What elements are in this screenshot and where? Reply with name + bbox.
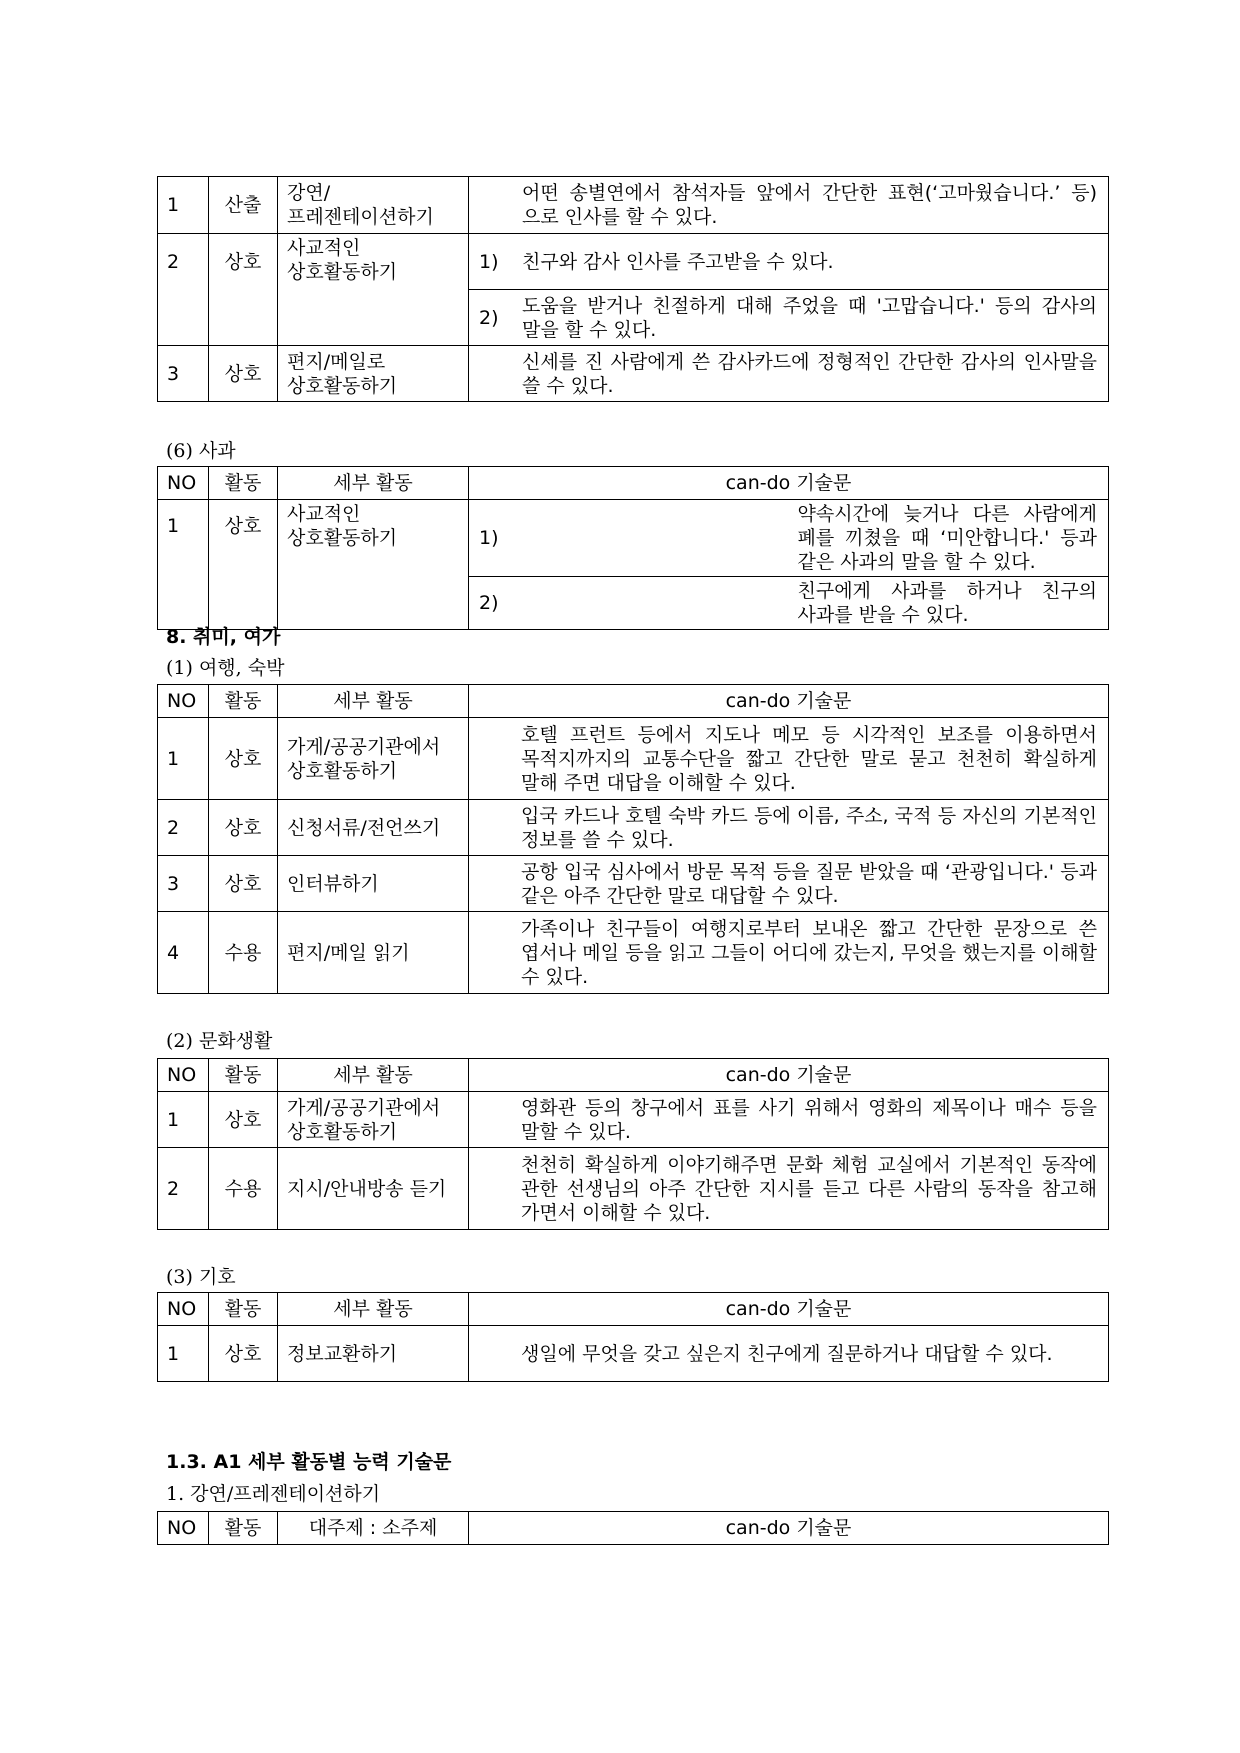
item-text: 도움을 받거나 친절하게 대해 주었을 때 '고맙습니다.' 등의 감사의 말을 할 수 있다. xyxy=(513,290,1109,346)
taste-table xyxy=(157,1292,1109,1382)
item-num xyxy=(469,346,514,402)
header-detail: 세부 활동 xyxy=(278,1293,469,1326)
row-cando: 공항 입국 심사에서 방문 목적 등을 질문 받았을 때 ‘관광입니다.' 등과 같은 아주 간단한 말로 대답할 수 있다. xyxy=(469,856,1109,912)
row-activity: 상호 xyxy=(209,718,278,800)
header-activity: 활동 xyxy=(209,1293,278,1326)
header-no: NO xyxy=(158,685,209,718)
table-header-row xyxy=(158,1293,1109,1326)
header-topic: 대주제 : 소주제 xyxy=(278,1512,469,1545)
row-detail: 인터뷰하기 xyxy=(278,856,469,912)
row-no: 1 xyxy=(158,1326,209,1382)
row-no: 1 xyxy=(158,718,209,800)
row-detail: 사교적인 상호활동하기 xyxy=(278,500,469,630)
row-detail: 지시/안내방송 듣기 xyxy=(278,1148,469,1230)
row-no: 2 xyxy=(158,800,209,856)
section-label: (2) 문화생활 xyxy=(166,1030,273,1052)
row-activity: 수용 xyxy=(209,912,278,994)
header-cando: can-do 기술문 xyxy=(469,1059,1109,1092)
header-detail: 세부 활동 xyxy=(278,467,469,500)
row-cando: 호텔 프런트 등에서 지도나 메모 등 시각적인 보조를 이용하면서 목적지까지의 교통수단을 짧고 간단한 말로 묻고 천천히 확실하게 말해 주면 대답을 이해할 수 있다. xyxy=(469,718,1109,800)
row-detail: 편지/메일 읽기 xyxy=(278,912,469,994)
item-text: 약속시간에 늦거나 다른 사람에게 폐를 끼쳤을 때 ‘미안합니다.' 등과 같은 사과의 말을 할 수 있다. xyxy=(789,500,1109,577)
section-heading: 8. 취미, 여가 xyxy=(166,626,281,648)
row-activity: 상호 xyxy=(209,800,278,856)
header-detail: 세부 활동 xyxy=(278,1059,469,1092)
item-num: 2) xyxy=(469,290,514,346)
row-no: 1 xyxy=(158,1092,209,1148)
item-text: 어떤 송별연에서 참석자들 앞에서 간단한 표현(‘고마웠습니다.’ 등)으로 인사를 할 수 있다. xyxy=(513,177,1109,234)
row-no: 4 xyxy=(158,912,209,994)
table-row xyxy=(158,1092,1109,1148)
row-detail: 편지/메일로 상호활동하기 xyxy=(278,346,469,402)
header-cando: can-do 기술문 xyxy=(469,467,1109,500)
header-activity: 활동 xyxy=(209,1059,278,1092)
item-num: 1) xyxy=(469,234,514,290)
row-cando: 생일에 무엇을 갖고 싶은지 친구에게 질문하거나 대답할 수 있다. xyxy=(469,1326,1109,1382)
row-activity: 상호 xyxy=(209,1092,278,1148)
row-cando: 가족이나 친구들이 여행지로부터 보내온 짧고 간단한 문장으로 쓴 엽서나 메일 등을 읽고 그들이 어디에 갔는지, 무엇을 했는지를 이해할 수 있다. xyxy=(469,912,1109,994)
row-detail: 정보교환하기 xyxy=(278,1326,469,1382)
apology-table xyxy=(157,466,1109,630)
header-cando: can-do 기술문 xyxy=(469,1293,1109,1326)
row-no: 1 xyxy=(158,177,209,234)
table-row xyxy=(158,912,1109,994)
row-cando: 영화관 등의 창구에서 표를 사기 위해서 영화의 제목이나 매수 등을 말할 수 있다. xyxy=(469,1092,1109,1148)
row-activity: 상호 xyxy=(209,346,278,402)
row-detail: 강연/프레젠테이션하기 xyxy=(278,177,469,234)
item-num xyxy=(469,177,514,234)
table-row xyxy=(158,800,1109,856)
table-row xyxy=(158,718,1109,800)
culture-table xyxy=(157,1058,1109,1230)
row-cando: 입국 카드나 호텔 숙박 카드 등에 이름, 주소, 국적 등 자신의 기본적인 정보를 쓸 수 있다. xyxy=(469,800,1109,856)
row-detail: 가게/공공기관에서 상호활동하기 xyxy=(278,1092,469,1148)
row-no: 2 xyxy=(158,1148,209,1230)
row-no: 1 xyxy=(158,500,209,630)
table-row xyxy=(158,1148,1109,1230)
row-no: 3 xyxy=(158,346,209,402)
header-no: NO xyxy=(158,1293,209,1326)
row-activity: 상호 xyxy=(209,856,278,912)
header-detail: 세부 활동 xyxy=(278,685,469,718)
header-no: NO xyxy=(158,1059,209,1092)
row-activity: 상호 xyxy=(209,1326,278,1382)
table-row xyxy=(158,856,1109,912)
table-header-row xyxy=(158,685,1109,718)
travel-table xyxy=(157,684,1109,994)
table-row xyxy=(158,346,1109,402)
header-activity: 활동 xyxy=(209,685,278,718)
table-header-row xyxy=(158,1059,1109,1092)
table-row xyxy=(158,234,1109,290)
header-cando: can-do 기술문 xyxy=(469,1512,1109,1545)
item-text: 신세를 진 사람에게 쓴 감사카드에 정형적인 간단한 감사의 인사말을 쓸 수 있다. xyxy=(513,346,1109,402)
item-text: 친구에게 사과를 하거나 친구의 사과를 받을 수 있다. xyxy=(789,577,1109,630)
table-row xyxy=(158,177,1109,234)
row-no: 3 xyxy=(158,856,209,912)
row-detail: 신청서류/전언쓰기 xyxy=(278,800,469,856)
header-activity: 활동 xyxy=(209,1512,278,1545)
item-num: 1) xyxy=(469,500,789,577)
item-text: 친구와 감사 인사를 주고받을 수 있다. xyxy=(513,234,1109,290)
row-activity: 수용 xyxy=(209,1148,278,1230)
header-no: NO xyxy=(158,1512,209,1545)
row-no: 2 xyxy=(158,234,209,346)
row-detail: 가게/공공기관에서 상호활동하기 xyxy=(278,718,469,800)
row-detail: 사교적인 상호활동하기 xyxy=(278,234,469,346)
header-no: NO xyxy=(158,467,209,500)
table-row xyxy=(158,1326,1109,1382)
table-row xyxy=(158,500,1109,577)
section-heading: 1.3. A1 세부 활동별 능력 기술문 xyxy=(166,1451,452,1473)
row-activity: 산출 xyxy=(209,177,278,234)
section-label: (6) 사과 xyxy=(166,440,236,462)
section-label: (3) 기호 xyxy=(166,1266,236,1288)
table-header-row xyxy=(158,1512,1109,1545)
row-cando: 천천히 확실하게 이야기해주면 문화 체험 교실에서 기본적인 동작에 관한 선생님의 아주 간단한 지시를 듣고 다른 사람의 동작을 참고해 가면서 이해할 수 있다. xyxy=(469,1148,1109,1230)
row-activity: 상호 xyxy=(209,500,278,630)
lecture-table xyxy=(157,1511,1109,1545)
table-header-row xyxy=(158,467,1109,500)
row-activity: 상호 xyxy=(209,234,278,346)
thanks-table xyxy=(157,176,1109,402)
header-activity: 활동 xyxy=(209,467,278,500)
section-label: 1. 강연/프레젠테이션하기 xyxy=(166,1483,381,1505)
section-label: (1) 여행, 숙박 xyxy=(166,657,285,679)
item-num: 2) xyxy=(469,577,789,630)
header-cando: can-do 기술문 xyxy=(469,685,1109,718)
